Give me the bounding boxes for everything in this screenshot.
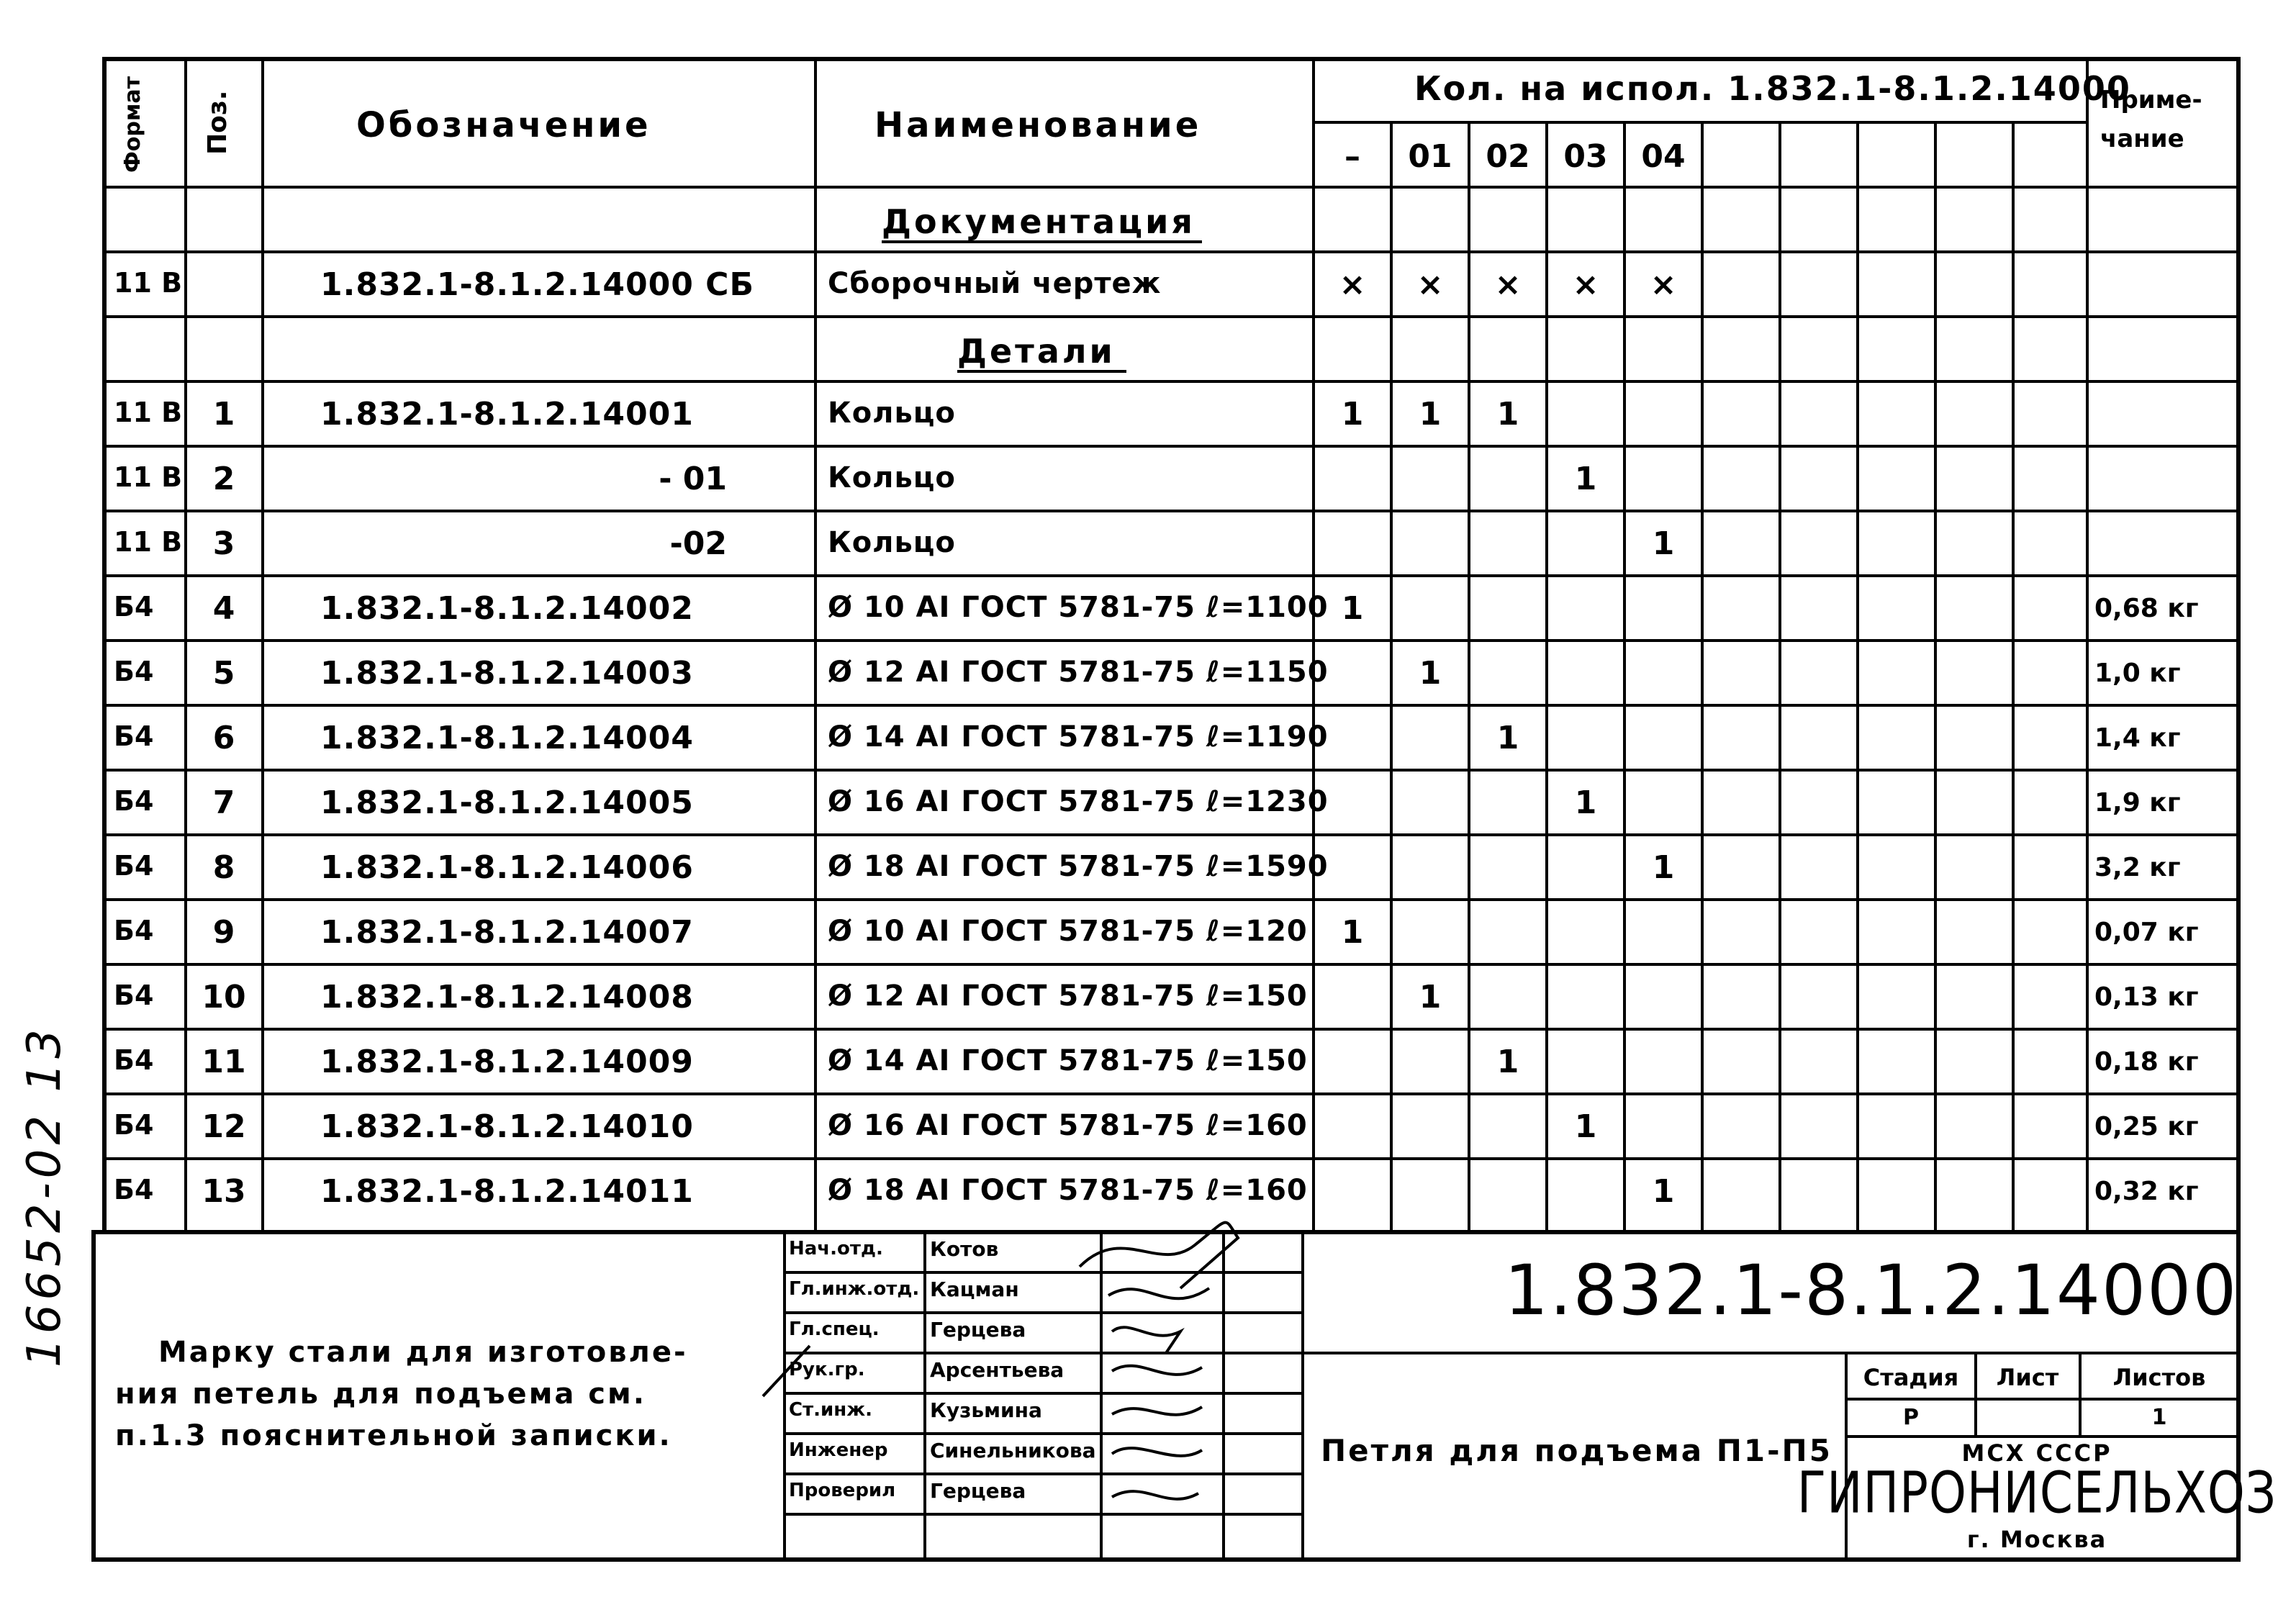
row-note: 3,2 кг xyxy=(2094,853,2181,882)
row-quantity: 1 xyxy=(1496,396,1519,433)
row-quantity: 1 xyxy=(1419,396,1442,433)
row-quantity: 1 xyxy=(1652,525,1675,562)
row-name: Ø 14 АI ГОСТ 5781-75 ℓ=1190 xyxy=(828,720,1329,754)
row-name: Ø 12 АI ГОСТ 5781-75 ℓ=1150 xyxy=(828,656,1329,689)
row-name: Кольцо xyxy=(828,526,956,559)
row-position: 1 xyxy=(212,396,235,433)
variant-header: 03 xyxy=(1563,138,1608,175)
row-designation: - 01 xyxy=(659,461,727,497)
document-title: Петля для подъема П1-П5 xyxy=(1321,1433,1832,1468)
row-position: 12 xyxy=(202,1108,246,1145)
row-designation: 1.832.1-8.1.2.14006 xyxy=(320,849,694,886)
header-designation: Обозначение xyxy=(356,105,651,145)
signature-name: Герцева xyxy=(930,1479,1026,1503)
row-designation: 1.832.1-8.1.2.14004 xyxy=(320,720,694,756)
row-position: 10 xyxy=(202,979,246,1015)
row-position: 7 xyxy=(212,784,235,821)
row-name: Ø 18 АI ГОСТ 5781-75 ℓ=1590 xyxy=(828,850,1329,883)
row-designation: -02 xyxy=(669,525,727,562)
row-quantity: × xyxy=(1572,266,1599,303)
row-format: 11 В xyxy=(114,461,183,493)
row-name: Ø 16 АI ГОСТ 5781-75 ℓ=160 xyxy=(828,1109,1308,1142)
row-quantity: × xyxy=(1416,266,1444,303)
section-details: Детали xyxy=(957,332,1116,371)
row-name: Ø 14 АI ГОСТ 5781-75 ℓ=150 xyxy=(828,1044,1308,1077)
row-designation: 1.832.1-8.1.2.14003 xyxy=(320,655,694,692)
signature-role: Рук.гр. xyxy=(789,1359,865,1380)
signature-role: Нач.отд. xyxy=(789,1238,883,1259)
variant-header: 02 xyxy=(1486,138,1530,175)
ministry-label: МСХ СССР xyxy=(1961,1439,2112,1467)
row-name: Ø 12 АI ГОСТ 5781-75 ℓ=150 xyxy=(828,980,1308,1013)
row-quantity: 1 xyxy=(1341,914,1364,951)
row-format: 11 В xyxy=(114,397,183,428)
row-designation: 1.832.1-8.1.2.14009 xyxy=(320,1044,694,1080)
row-quantity: 1 xyxy=(1419,979,1442,1015)
row-name: Ø 18 АI ГОСТ 5781-75 ℓ=160 xyxy=(828,1174,1308,1207)
row-designation: 1.832.1-8.1.2.14000 СБ xyxy=(320,266,754,303)
row-quantity: 1 xyxy=(1652,1173,1675,1210)
sheets-label: Листов xyxy=(2112,1364,2206,1391)
row-designation: 1.832.1-8.1.2.14007 xyxy=(320,914,694,951)
row-format: Б4 xyxy=(114,1044,154,1076)
row-note: 0,25 кг xyxy=(2094,1112,2199,1141)
row-note: 1,0 кг xyxy=(2094,659,2181,688)
signature-name: Кузьмина xyxy=(930,1398,1042,1422)
row-quantity: 1 xyxy=(1574,461,1597,497)
row-note: 0,68 кг xyxy=(2094,594,2199,623)
header-note: Приме- чание xyxy=(2100,86,2202,154)
row-position: 4 xyxy=(212,590,235,627)
row-quantity: × xyxy=(1494,266,1522,303)
row-designation: 1.832.1-8.1.2.14001 xyxy=(320,396,694,433)
signature-name: Синельникова xyxy=(930,1439,1096,1462)
row-note: 0,07 кг xyxy=(2094,918,2199,947)
row-quantity: 1 xyxy=(1341,590,1364,627)
row-format: 11 В xyxy=(114,267,183,299)
row-quantity: × xyxy=(1650,266,1677,303)
stage-label: Стадия xyxy=(1863,1364,1959,1391)
margin-inventory-number: 16652-02 13 xyxy=(18,1025,71,1367)
section-documentation: Документация xyxy=(882,202,1196,241)
signature-role: Проверил xyxy=(789,1480,896,1501)
row-designation: 1.832.1-8.1.2.14011 xyxy=(320,1173,694,1210)
signature-name: Герцева xyxy=(930,1318,1026,1342)
row-note: 0,13 кг xyxy=(2094,982,2199,1012)
city-label: г. Москва xyxy=(1966,1526,2107,1553)
variant-header: 01 xyxy=(1408,138,1452,175)
sheets-value: 1 xyxy=(2151,1405,2167,1430)
row-name: Кольцо xyxy=(828,397,956,430)
row-quantity: 1 xyxy=(1496,720,1519,756)
signature-role: Инженер xyxy=(789,1439,888,1461)
row-position: 13 xyxy=(202,1173,246,1210)
header-format: Формат xyxy=(120,76,145,173)
row-format: Б4 xyxy=(114,1109,154,1141)
row-quantity: 1 xyxy=(1574,784,1597,821)
row-designation: 1.832.1-8.1.2.14005 xyxy=(320,784,694,821)
row-quantity: 1 xyxy=(1652,849,1675,886)
row-format: Б4 xyxy=(114,915,154,946)
row-position: 2 xyxy=(212,461,235,497)
row-note: 1,9 кг xyxy=(2094,788,2181,818)
variant-header: – xyxy=(1344,138,1360,175)
row-position: 9 xyxy=(212,914,235,951)
organization-name: ГИПРОНИСЕЛЬХОЗ xyxy=(1796,1460,2277,1526)
sheet-label: Лист xyxy=(1996,1364,2059,1391)
signature-name: Кацман xyxy=(930,1277,1019,1301)
signatures-scribbles xyxy=(1080,1223,1238,1499)
signature-name: Котов xyxy=(930,1237,999,1261)
row-format: Б4 xyxy=(114,591,154,623)
row-format: 11 В xyxy=(114,526,183,558)
signature-role: Гл.инж.отд. xyxy=(789,1278,920,1300)
steel-note-line: Марку стали для изготовле- xyxy=(158,1336,688,1369)
header-qty: Кол. на испол. 1.832.1-8.1.2.14000 xyxy=(1414,69,2131,108)
row-format: Б4 xyxy=(114,785,154,817)
row-position: 11 xyxy=(202,1044,246,1080)
signature-role: Гл.спец. xyxy=(789,1318,880,1340)
row-designation: 1.832.1-8.1.2.14002 xyxy=(320,590,694,627)
row-position: 3 xyxy=(212,525,235,562)
row-position: 8 xyxy=(212,849,235,886)
steel-note xyxy=(115,1331,688,1457)
row-position: 6 xyxy=(212,720,235,756)
row-name: Ø 10 АI ГОСТ 5781-75 ℓ=120 xyxy=(828,915,1308,948)
row-designation: 1.832.1-8.1.2.14008 xyxy=(320,979,694,1015)
variant-header: 04 xyxy=(1641,138,1686,175)
signature-name: Арсентьева xyxy=(930,1358,1065,1382)
document-code: 1.832.1-8.1.2.14000 xyxy=(1504,1250,2238,1331)
row-quantity: 1 xyxy=(1496,1044,1519,1080)
header-name: Наименование xyxy=(874,105,1202,145)
row-position: 5 xyxy=(212,655,235,692)
row-name: Кольцо xyxy=(828,461,956,494)
row-quantity: 1 xyxy=(1341,396,1364,433)
row-note: 1,4 кг xyxy=(2094,723,2181,753)
row-format: Б4 xyxy=(114,1174,154,1205)
row-format: Б4 xyxy=(114,720,154,752)
header-pos: Поз. xyxy=(203,90,232,155)
steel-note-line: п.1.3 пояснительной записки. xyxy=(115,1419,672,1452)
row-note: 0,18 кг xyxy=(2094,1047,2199,1077)
row-name: Сборочный чертеж xyxy=(828,267,1162,300)
row-format: Б4 xyxy=(114,850,154,882)
row-quantity: 1 xyxy=(1419,655,1442,692)
row-format: Б4 xyxy=(114,656,154,687)
row-note: 0,32 кг xyxy=(2094,1177,2199,1206)
stage-value: Р xyxy=(1903,1405,1919,1430)
row-name: Ø 10 АI ГОСТ 5781-75 ℓ=1100 xyxy=(828,591,1329,624)
row-designation: 1.832.1-8.1.2.14010 xyxy=(320,1108,694,1145)
steel-note-line: ния петель для подъема см. xyxy=(115,1378,646,1411)
row-format: Б4 xyxy=(114,980,154,1011)
signature-role: Ст.инж. xyxy=(789,1399,872,1421)
row-quantity: × xyxy=(1339,266,1366,303)
row-name: Ø 16 АI ГОСТ 5781-75 ℓ=1230 xyxy=(828,785,1329,818)
row-quantity: 1 xyxy=(1574,1108,1597,1145)
